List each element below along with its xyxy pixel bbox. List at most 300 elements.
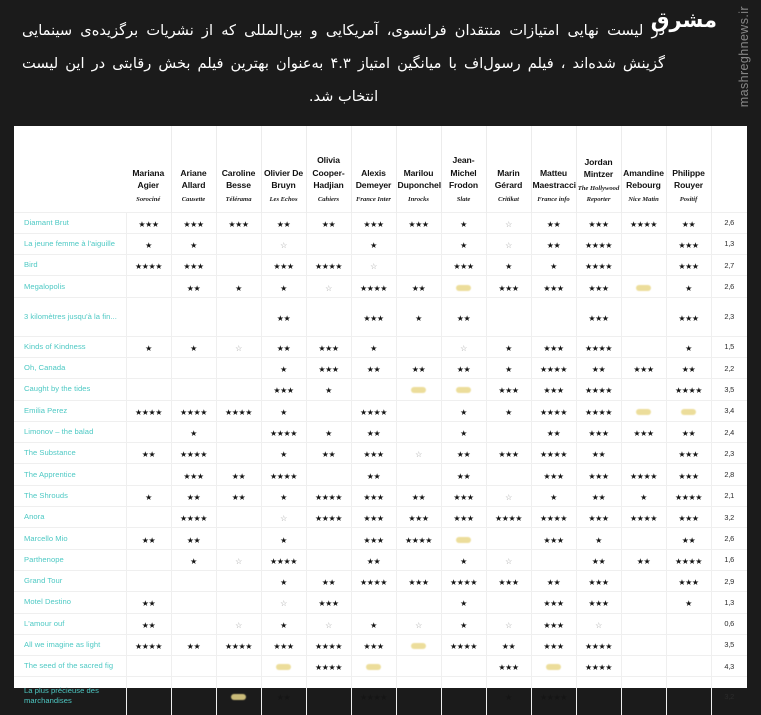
star-rating: ★★★★ [675, 386, 702, 396]
star-rating: ★★ [591, 492, 606, 502]
film-title-cell[interactable]: Limonov – the balad [14, 421, 126, 442]
star-rating: ★★ [546, 429, 561, 439]
rating-cell [666, 507, 711, 528]
rating-cell [261, 485, 306, 506]
rating-cell [261, 656, 306, 677]
rating-cell [216, 212, 261, 233]
star-rating: ★ [415, 313, 422, 323]
rating-cell [621, 507, 666, 528]
average-score-cell: 3,2 [711, 677, 747, 715]
star-rating: ★★ [366, 429, 381, 439]
star-rating: ★★★★ [630, 471, 657, 481]
rating-cell [396, 255, 441, 276]
rating-cell [531, 549, 576, 570]
star-rating: ★★★ [678, 450, 699, 460]
rating-cell [576, 276, 621, 297]
star-rating: ★ [280, 407, 287, 417]
rating-cell [486, 634, 531, 655]
star-rating: ★★★ [588, 283, 609, 293]
rating-cell [666, 400, 711, 421]
star-rating: ★★★ [678, 578, 699, 588]
rating-cell [531, 336, 576, 357]
rating-cell [666, 212, 711, 233]
average-score-cell: 2,6 [711, 276, 747, 297]
star-rating: ★ [460, 620, 467, 630]
star-rating: ★★★★ [585, 407, 612, 417]
rating-cell [171, 613, 216, 634]
star-rating: ★★ [411, 283, 426, 293]
star-rating: ★★★★ [270, 556, 297, 566]
critic-publication: Les Echos [269, 195, 298, 203]
star-rating: ★★ [366, 365, 381, 375]
table-row [14, 255, 747, 276]
star-rating: ★★ [321, 578, 336, 588]
critic-name: Mariana Agier [132, 167, 165, 190]
table-header [14, 126, 747, 212]
rating-cell [171, 634, 216, 655]
star-rating: ★★★★ [315, 492, 342, 502]
rating-cell [531, 421, 576, 442]
rating-cell [261, 613, 306, 634]
rating-cell [351, 212, 396, 233]
rating-cell [126, 421, 171, 442]
film-title-cell[interactable]: The Shrouds [14, 485, 126, 506]
star-rating: ★★★★ [585, 262, 612, 272]
star-rating: ★★★ [318, 343, 339, 353]
rating-cell [576, 656, 621, 677]
star-rating: ★★ [231, 471, 246, 481]
average-score-cell: 1,5 [711, 336, 747, 357]
rating-cell [171, 677, 216, 715]
star-rating: ★★ [456, 450, 471, 460]
star-rating: ★★★ [363, 641, 384, 651]
rating-cell [621, 233, 666, 254]
rating-cell [351, 255, 396, 276]
rating-cell [441, 634, 486, 655]
star-rating: ★ [325, 386, 332, 396]
star-rating: ★★★★ [270, 471, 297, 481]
star-rating: ★ [460, 240, 467, 250]
rating-cell [126, 592, 171, 613]
film-title-cell[interactable]: Caught by the tides [14, 379, 126, 400]
rating-cell [216, 464, 261, 485]
gold-mark-icon [456, 285, 471, 291]
star-rating: ★★ [366, 471, 381, 481]
rating-cell [351, 549, 396, 570]
table-row [14, 485, 747, 506]
empty-star-icon: ☆ [325, 620, 332, 630]
star-rating: ★★ [411, 365, 426, 375]
rating-cell [666, 549, 711, 570]
column-header-critic [126, 126, 171, 212]
rating-cell [351, 336, 396, 357]
rating-cell [306, 613, 351, 634]
rating-cell [351, 634, 396, 655]
star-rating: ★★★ [183, 219, 204, 229]
star-rating: ★★★★ [585, 386, 612, 396]
star-rating: ★★★★ [360, 407, 387, 417]
rating-cell [576, 464, 621, 485]
rating-cell [171, 443, 216, 464]
rating-cell [531, 528, 576, 549]
star-rating: ★★ [186, 283, 201, 293]
star-rating: ★★★ [543, 620, 564, 630]
rating-cell [621, 336, 666, 357]
rating-cell [216, 443, 261, 464]
star-rating: ★★★★ [450, 578, 477, 588]
rating-cell [351, 233, 396, 254]
star-rating: ★★ [186, 492, 201, 502]
empty-star-icon: ☆ [505, 620, 512, 630]
star-rating: ★★ [141, 620, 156, 630]
rating-cell [441, 297, 486, 336]
critic-publication: Cahiers [317, 195, 340, 203]
rating-cell [621, 421, 666, 442]
film-title-cell[interactable]: Parthenope [14, 549, 126, 570]
site-watermark: mashreghnews.ir [737, 6, 751, 108]
star-rating: ★★★★ [315, 663, 342, 673]
film-title-cell[interactable]: Emilia Perez [14, 400, 126, 421]
rating-cell [486, 400, 531, 421]
table-row [14, 464, 747, 485]
rating-cell [171, 549, 216, 570]
rating-cell [576, 443, 621, 464]
table-row [14, 421, 747, 442]
rating-cell [621, 276, 666, 297]
empty-star-icon: ☆ [280, 599, 287, 609]
average-score-cell: 2,3 [711, 443, 747, 464]
rating-cell [171, 485, 216, 506]
star-rating: ★★★★ [675, 492, 702, 502]
star-rating: ★ [505, 693, 512, 703]
column-header-average [711, 126, 747, 212]
rating-cell [351, 528, 396, 549]
film-title-cell[interactable]: Bird [14, 255, 126, 276]
rating-cell [486, 592, 531, 613]
star-rating: ★★★ [453, 262, 474, 272]
star-rating: ★★★ [498, 663, 519, 673]
average-score-cell: 3,2 [711, 507, 747, 528]
star-rating: ★★ [411, 492, 426, 502]
rating-cell [621, 400, 666, 421]
average-score-cell: 1,3 [711, 233, 747, 254]
rating-cell [576, 379, 621, 400]
star-rating: ★★ [321, 219, 336, 229]
rating-cell [171, 212, 216, 233]
rating-cell [531, 212, 576, 233]
star-rating: ★★★★ [540, 365, 567, 375]
star-rating: ★★★ [588, 313, 609, 323]
star-rating: ★★ [186, 535, 201, 545]
film-title-cell[interactable]: Kinds of Kindness [14, 336, 126, 357]
rating-cell [576, 528, 621, 549]
star-rating: ★★★★ [270, 429, 297, 439]
rating-cell [396, 212, 441, 233]
film-title-cell[interactable]: L'amour ouf [14, 613, 126, 634]
critic-name: Jordan Mintzer [583, 156, 614, 179]
star-rating: ★★★★ [180, 450, 207, 460]
rating-cell [486, 549, 531, 570]
table-row [14, 276, 747, 297]
critic-name: Alexis Demeyer [355, 167, 392, 190]
star-rating: ★★★ [498, 386, 519, 396]
table-row [14, 549, 747, 570]
rating-cell [576, 336, 621, 357]
star-rating: ★★ [591, 450, 606, 460]
table-row [14, 570, 747, 591]
film-title-cell[interactable]: The seed of the sacred fig [14, 656, 126, 677]
table-row [14, 233, 747, 254]
rating-cell [441, 379, 486, 400]
star-rating: ★★★ [588, 578, 609, 588]
rating-cell [216, 592, 261, 613]
gold-mark-icon [636, 285, 651, 291]
star-rating: ★★★ [543, 535, 564, 545]
rating-cell [351, 570, 396, 591]
rating-cell [216, 656, 261, 677]
rating-cell [216, 634, 261, 655]
rating-cell [261, 421, 306, 442]
rating-cell [666, 656, 711, 677]
rating-cell [306, 297, 351, 336]
rating-cell [126, 357, 171, 378]
rating-cell [576, 549, 621, 570]
rating-cell [171, 592, 216, 613]
star-rating: ★★ [456, 471, 471, 481]
rating-cell [531, 357, 576, 378]
film-title-cell[interactable]: Megalopolis [14, 276, 126, 297]
column-header-film [14, 126, 126, 212]
critic-name: Marilou Duponchel [397, 167, 441, 190]
rating-cell [216, 613, 261, 634]
star-rating: ★ [280, 620, 287, 630]
gold-mark-icon [546, 664, 561, 670]
star-rating: ★ [505, 343, 512, 353]
gold-mark-icon [411, 643, 426, 649]
rating-cell [441, 336, 486, 357]
star-rating: ★★ [456, 313, 471, 323]
rating-cell [306, 233, 351, 254]
critic-publication: The Hollywood Reporter [577, 184, 620, 203]
rating-cell [441, 677, 486, 715]
rating-cell [396, 549, 441, 570]
rating-cell [396, 528, 441, 549]
film-title-cell[interactable]: Motel Destino [14, 592, 126, 613]
star-rating: ★★★ [543, 641, 564, 651]
rating-cell [666, 570, 711, 591]
star-rating: ★★★★ [315, 262, 342, 272]
star-rating: ★ [190, 240, 197, 250]
star-rating: ★ [280, 492, 287, 502]
star-rating: ★★★★ [360, 693, 387, 703]
table-row [14, 379, 747, 400]
rating-cell [441, 570, 486, 591]
rating-cell [126, 656, 171, 677]
rating-cell [216, 421, 261, 442]
rating-cell [486, 656, 531, 677]
star-rating: ★★★ [273, 641, 294, 651]
rating-cell [306, 507, 351, 528]
rating-cell [531, 592, 576, 613]
rating-cell [576, 592, 621, 613]
rating-cell [126, 485, 171, 506]
star-rating: ★★★★ [495, 514, 522, 524]
rating-cell [261, 634, 306, 655]
star-rating: ★ [685, 343, 692, 353]
critic-name: Olivier De Bruyn [263, 167, 304, 190]
rating-cell [216, 336, 261, 357]
rating-cell [261, 336, 306, 357]
rating-cell [486, 613, 531, 634]
rating-cell [486, 297, 531, 336]
rating-cell [306, 656, 351, 677]
rating-cell [396, 379, 441, 400]
star-rating: ★★★ [588, 514, 609, 524]
star-rating: ★★★★ [585, 240, 612, 250]
rating-cell [576, 297, 621, 336]
film-title-cell[interactable]: The Substance [14, 443, 126, 464]
film-title-cell[interactable]: Oh, Canada [14, 357, 126, 378]
rating-cell [576, 357, 621, 378]
average-score-cell: 3,4 [711, 400, 747, 421]
star-rating: ★★ [231, 492, 246, 502]
rating-cell [486, 443, 531, 464]
rating-cell [396, 400, 441, 421]
rating-cell [126, 549, 171, 570]
rating-cell [351, 464, 396, 485]
star-rating: ★ [280, 578, 287, 588]
average-score-cell: 2,6 [711, 212, 747, 233]
empty-star-icon: ☆ [235, 620, 242, 630]
rating-cell [396, 421, 441, 442]
rating-cell [126, 212, 171, 233]
rating-cell [441, 233, 486, 254]
column-header-critic [576, 126, 621, 212]
rating-cell [216, 276, 261, 297]
rating-cell [396, 464, 441, 485]
rating-cell [171, 276, 216, 297]
average-score-cell: 3,5 [711, 379, 747, 400]
star-rating: ★★★★ [135, 262, 162, 272]
rating-cell [531, 443, 576, 464]
critic-name: Caroline Besse [221, 167, 256, 190]
rating-cell [576, 634, 621, 655]
rating-cell [306, 336, 351, 357]
rating-cell [396, 336, 441, 357]
rating-cell [531, 677, 576, 715]
rating-cell [261, 464, 306, 485]
rating-cell [261, 443, 306, 464]
film-title-cell[interactable]: All we imagine as light [14, 634, 126, 655]
rating-cell [216, 677, 261, 715]
column-header-critic [216, 126, 261, 212]
rating-cell [576, 255, 621, 276]
film-title-cell[interactable]: La plus précieuse des marchandises [14, 677, 126, 715]
critic-name: Ariane Allard [180, 167, 207, 190]
table-row [14, 528, 747, 549]
star-rating: ★★★ [498, 283, 519, 293]
star-rating: ★★★★ [585, 641, 612, 651]
critic-publication: Slate [456, 195, 471, 203]
rating-cell [171, 528, 216, 549]
critic-publication: Inrocks [408, 195, 429, 203]
rating-cell [171, 336, 216, 357]
star-rating: ★ [640, 492, 647, 502]
column-header-critic [441, 126, 486, 212]
critic-publication: France Inter [356, 195, 391, 203]
rating-cell [666, 485, 711, 506]
column-header-critic [351, 126, 396, 212]
rating-cell [576, 233, 621, 254]
rating-cell [126, 443, 171, 464]
star-rating: ★★★ [678, 262, 699, 272]
star-rating: ★★★ [543, 283, 564, 293]
rating-cell [216, 255, 261, 276]
rating-cell [261, 592, 306, 613]
table-row [14, 212, 747, 233]
rating-cell [351, 357, 396, 378]
table-row [14, 507, 747, 528]
rating-cell [216, 549, 261, 570]
rating-cell [261, 357, 306, 378]
film-title-cell[interactable]: Marcello Mio [14, 528, 126, 549]
star-rating: ★ [460, 556, 467, 566]
rating-cell [171, 297, 216, 336]
rating-cell [171, 507, 216, 528]
star-rating: ★★★ [363, 219, 384, 229]
star-rating: ★★★ [363, 514, 384, 524]
star-rating: ★ [190, 429, 197, 439]
star-rating: ★★ [276, 693, 291, 703]
star-rating: ★★★ [678, 471, 699, 481]
average-score-cell: 2,3 [711, 297, 747, 336]
rating-cell [531, 507, 576, 528]
film-title-cell[interactable]: La jeune femme à l'aiguille [14, 233, 126, 254]
critic-publication: Télérama [225, 195, 252, 203]
table-row [14, 677, 747, 715]
rating-cell [306, 677, 351, 715]
rating-cell [666, 443, 711, 464]
star-rating: ★★★★ [450, 641, 477, 651]
film-title-cell[interactable]: 3 kilomètres jusqu'à la fin... [14, 297, 126, 336]
rating-cell [486, 233, 531, 254]
table-row [14, 634, 747, 655]
article-header [0, 0, 761, 126]
star-rating: ★★ [276, 343, 291, 353]
empty-star-icon: ☆ [280, 514, 287, 524]
rating-cell [171, 421, 216, 442]
critic-publication: France info [537, 195, 570, 203]
star-rating: ★★★ [318, 599, 339, 609]
empty-star-icon: ☆ [280, 240, 287, 250]
film-title-cell[interactable]: The Apprentice [14, 464, 126, 485]
rating-cell [576, 212, 621, 233]
rating-cell [666, 297, 711, 336]
star-rating: ★ [505, 365, 512, 375]
critic-name: Marin Gérard [494, 167, 523, 190]
star-rating: ★★★ [543, 386, 564, 396]
film-title-cell[interactable]: Grand Tour [14, 570, 126, 591]
film-title-cell[interactable]: Diamant Brut [14, 212, 126, 233]
star-rating: ★★★ [363, 313, 384, 323]
rating-cell [441, 656, 486, 677]
rating-cell [306, 528, 351, 549]
rating-cell [531, 656, 576, 677]
film-title-cell[interactable]: Anora [14, 507, 126, 528]
rating-cell [666, 613, 711, 634]
rating-cell [441, 357, 486, 378]
ratings-table-panel [14, 126, 747, 706]
